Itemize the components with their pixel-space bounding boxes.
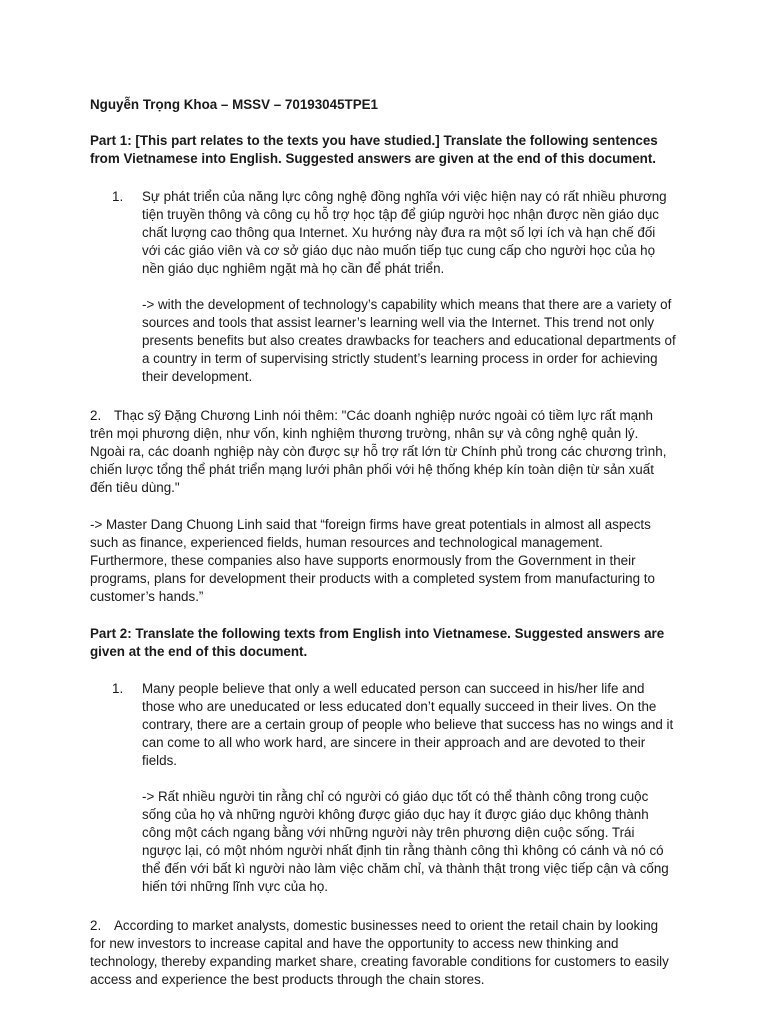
item-text: Sự phát triển của năng lực công nghệ đồng nghĩa với việc hiện nay có rất nhiều phương tiện truyền thông và công cụ hỗ trợ học tập để giúp người học nhận được nền giáo dục chất lượng cao thông qua Internet. Xu hướng này đưa ra một số lợi ích và hạn chế đối với các giáo viên và cơ sở giáo dục nào muốn tiếp tục cung cấp cho người học của họ nền giáo dục nghiêm ngặt mà họ cần để phát triển. [142, 189, 667, 276]
part1-item-1-answer: -> with the development of technology’s capability which means that there are a variety of sources and tools that assist learner’s learning well via the Internet. This trend not only presents benefits but also creates drawbacks for teachers and educational departments of a country in term of supervising strictly student’s learning process in order for achieving their development. [142, 297, 676, 384]
part1-item-1 [90, 188, 676, 278]
item-text: Thạc sỹ Đặng Chương Linh nói thêm: "Các doanh nghiệp nước ngoài có tiềm lực rất mạnh trên mọi phương diện, như vốn, kinh nghiệm thương trường, nhân sự và công nghệ quản lý. Ngoài ra, các doanh nghiệp này còn được sự hỗ trợ rất lớn từ Chính phủ trong các chương trình, chiến lược tổng thể phát triển mạng lưới phân phối với hệ thống khép kín toàn diện từ sản xuất đến tiêu dùng." [90, 408, 667, 495]
part2-item-1-answer: -> Rất nhiều người tin rằng chỉ có người có giáo dục tốt có thể thành công trong cuộc sống của họ và những người không được giáo dục hay ít được giáo dục không thành công một cách ngang bằng với những người này trên phương diện cuộc sống. Trái ngược lại, có một nhóm người nhất định tin rằng thành công thì không có cánh và nó có thể đến với bất kì người nào làm việc chăm chỉ, và thành thật trong việc tiếp cận và cống hiến tới những lĩnh vực của họ. [142, 789, 669, 894]
item-text: According to market analysts, domestic businesses need to orient the retail chain by looking for new investors to increase capital and have the opportunity to access new thinking and technology, thereby expanding market share, creating favorable conditions for customers to easily access and experience the best products through the chain stores. [90, 918, 669, 987]
item-number: 1. [112, 681, 124, 696]
part2-item-2 [90, 917, 676, 989]
author-line: Nguyễn Trọng Khoa – MSSV – 70193045TPE1 [90, 97, 379, 112]
part2-heading: Part 2: Translate the following texts from English into Vietnamese. Suggested answers are given at the end of this document. [90, 626, 665, 659]
part2-item-1 [90, 680, 676, 770]
part1-heading: Part 1: [This part relates to the texts you have studied.] Translate the following sentences from Vietnamese into English. Suggested answers are given at the end of this document. [90, 133, 658, 166]
part1-item-2-answer: -> Master Dang Chuong Linh said that “foreign firms have great potentials in almost all aspects such as finance, experienced fields, human resources and technological management. Furthermore, these companies also have supports enormously from the Government in their programs, plans for development their products with a completed system from manufacturing to customer’s hands.” [90, 517, 655, 604]
item-number: 2. [90, 918, 102, 933]
item-text: Many people believe that only a well educated person can succeed in his/her life and those who are uneducated or less educated don’t equally succeed in their lives. On the contrary, there are a certain group of people who believe that success has no wings and it can come to all who work hard, are sincere in their approach and are devoted to their fields. [142, 681, 674, 768]
item-number: 2. [90, 408, 102, 423]
part1-item-2 [90, 407, 676, 497]
item-number: 1. [112, 189, 124, 204]
